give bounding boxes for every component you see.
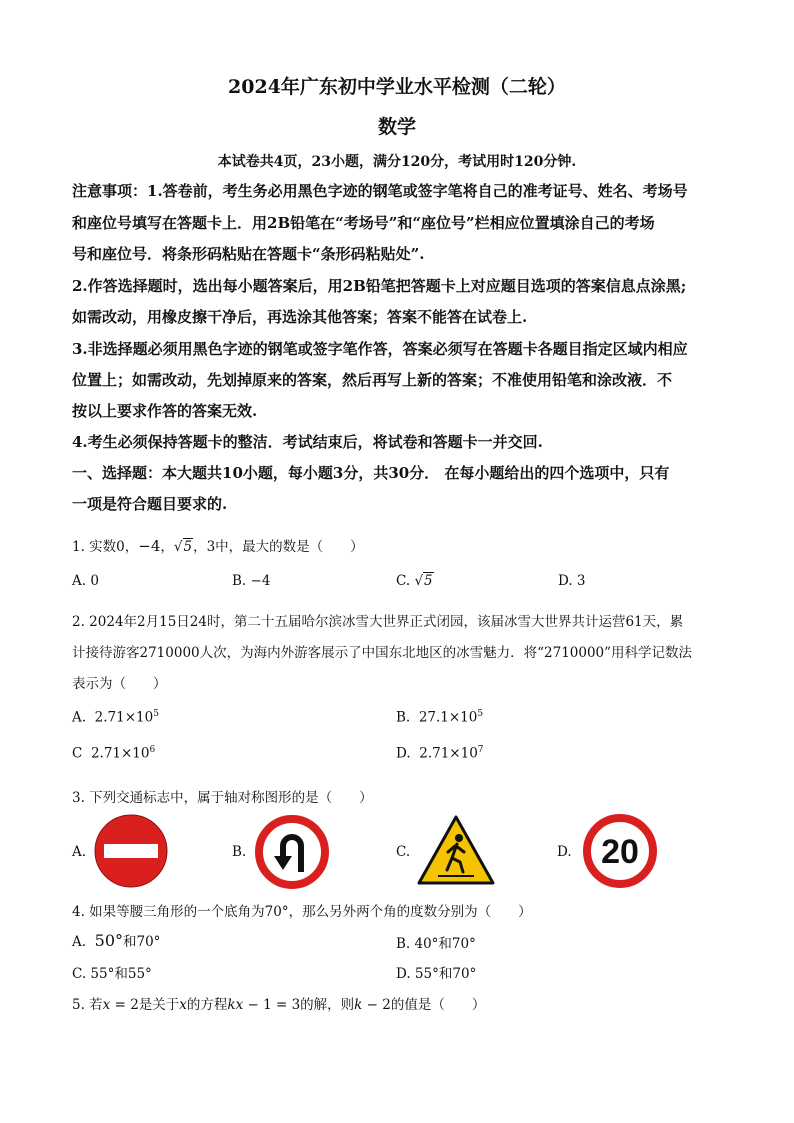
q2-option-a: A. $2.71\times 10^5$	[72, 709, 159, 726]
notice-line: 4.考生必须保持答题卡的整洁．考试结束后，将试卷和答题卡一并交回.	[72, 433, 543, 451]
notice-line: 和座位号填写在答题卡上．用2B铅笔在“考场号”和“座位号”栏相应位置填涂自己的考场	[72, 214, 655, 232]
q4-option-d: D. 55°和70°	[396, 966, 477, 982]
u-turn-sign-icon	[254, 814, 330, 890]
notice-line: 注意事项：1.答卷前，考生务必用黑色字迹的钢笔或签字笔将自己的准考证号、姓名、考场号	[72, 182, 688, 200]
question-1-stem: 1. 实数0，−4，√5，3中，最大的数是（ ）	[72, 537, 364, 555]
notice-line: 2.作答选择题时，选出每小题答案后，用2B铅笔把答题卡上对应题目选项的答案信息点涂黑;	[72, 277, 687, 295]
question-4-stem: 4. 如果等腰三角形的一个底角为70°，那么另外两个角的度数分别为（ ）	[72, 904, 532, 920]
q1-option-c: C. √5	[396, 573, 433, 589]
q2-option-b: B. $27.1\times 10^5$	[396, 709, 484, 726]
section-heading: 一、选择题：本大题共10小题，每小题3分，共30分． 在每小题给出的四个选项中，只有	[72, 464, 670, 482]
q3-option-a: A.	[72, 844, 87, 860]
notice-line: 3.非选择题必须用黑色字迹的钢笔或签字笔作答，答案必须写在答题卡各题目指定区域内相应	[72, 340, 688, 358]
notice-line: 位置上；如需改动，先划掉原来的答案，然后再写上新的答案；不准使用铅笔和涂改液．不	[72, 371, 673, 389]
subject-title: 数学	[377, 116, 416, 138]
notice-line: 号和座位号．将条形码粘贴在答题卡“条形码粘贴处”.	[72, 245, 425, 263]
exam-info: 本试卷共4页，23小题，满分120分，考试用时120分钟.	[217, 154, 577, 170]
q1-option-d: D. 3	[558, 573, 586, 589]
speed-limit-sign-icon	[582, 813, 658, 889]
q4-option-b: B. 40°和70°	[396, 936, 476, 952]
section-heading: 一项是符合题目要求的.	[72, 495, 228, 513]
q3-option-b: B.	[232, 844, 247, 860]
question-3-stem: 3. 下列交通标志中，属于轴对称图形的是（ ）	[72, 790, 373, 806]
question-2-line: 计接待游客2710000人次，为海内外游客展示了中国东北地区的冰雪魅力．将“2710000”用科学记数法	[72, 645, 693, 661]
page-title: 2024年广东初中学业水平检测（二轮）	[228, 76, 566, 98]
q3-option-c: C.	[396, 844, 411, 860]
q2-option-d: D. $2.71\times 10^7$	[396, 745, 484, 762]
q4-option-c: C. 55°和55°	[72, 966, 152, 982]
no-entry-sign-icon	[94, 814, 168, 888]
question-2-line: 表示为（ ）	[72, 676, 167, 692]
notice-line: 如需改动，用橡皮擦干净后，再选涂其他答案；答案不能答在试卷上.	[72, 308, 528, 326]
pedestrian-warning-sign-icon	[416, 814, 496, 886]
q3-option-d: D.	[557, 844, 572, 860]
q1-option-b: B. −4	[232, 573, 271, 589]
question-2-line: 2. 2024年2月15日24时，第二十五届哈尔滨冰雪大世界正式闭园，该届冰雪大世界共计运营61天，累	[72, 614, 684, 630]
q2-option-c: C $2.71\times 10^6$	[72, 745, 156, 762]
speed-limit-value: 20	[601, 833, 639, 871]
notice-line: 按以上要求作答的答案无效.	[72, 402, 258, 420]
q1-option-a: A. 0	[72, 573, 99, 589]
question-5-stem: 5. 若x = 2是关于x的方程kx − 1 = 3的解，则k − 2的值是（ ）	[72, 997, 486, 1013]
q4-option-a: A. 50°和70°	[72, 931, 161, 950]
